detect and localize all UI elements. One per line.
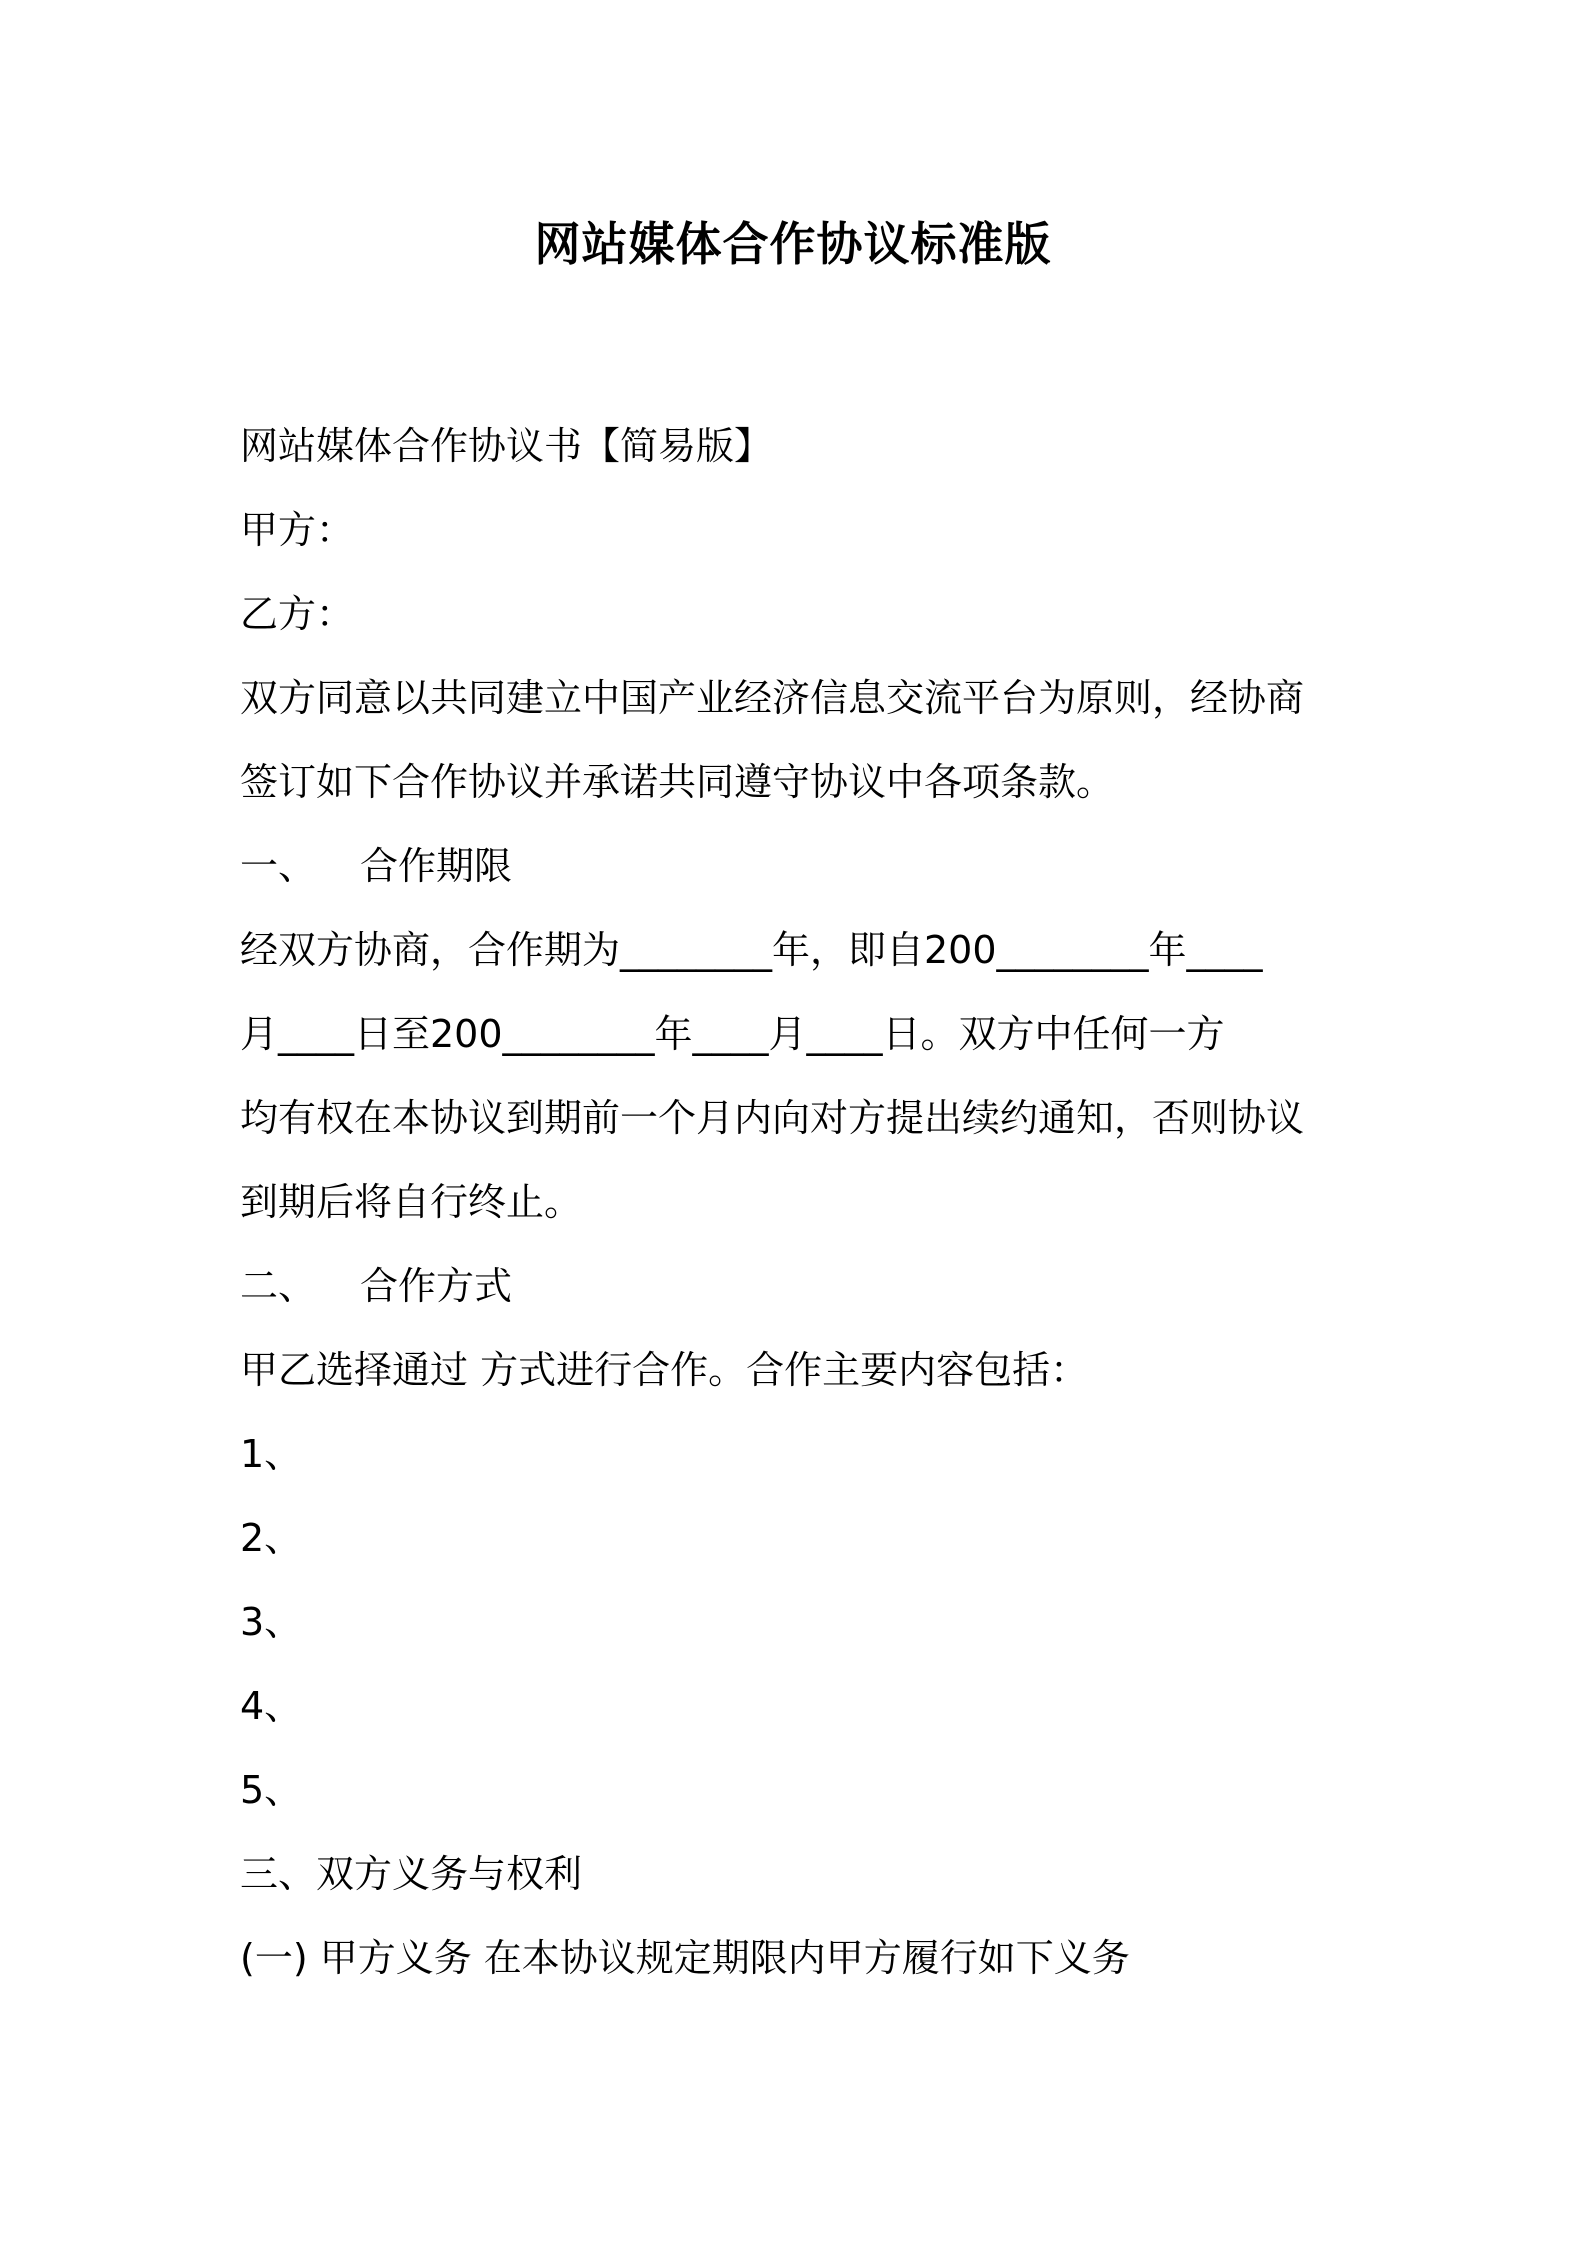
intro-line: 双方同意以共同建立中国产业经济信息交流平台为原则，经协商 (240, 676, 1305, 720)
intro-line: 签订如下合作协议并承诺共同遵守协议中各项条款。 (240, 760, 1115, 804)
subsection-party-a-obligations: (一) 甲方义务 在本协议规定期限内甲方履行如下义务 (240, 1936, 1130, 1980)
agreement-subtitle: 网站媒体合作协议书【简易版】 (240, 424, 773, 468)
list-item: 5、 (240, 1768, 303, 1812)
list-item: 4、 (240, 1684, 303, 1728)
document-title: 网站媒体合作协议标准版 (534, 217, 1052, 271)
section-number: 一、 (240, 844, 317, 888)
section-title: 合作方式 (360, 1264, 513, 1308)
section-heading-method (240, 1244, 1360, 1328)
list-item: 2、 (240, 1516, 303, 1560)
section-number: 二、 (240, 1264, 317, 1308)
section-title: 合作期限 (360, 844, 513, 888)
term-paragraph-line: 经双方协商，合作期为________年，即自200________年____ (240, 928, 1263, 972)
method-paragraph: 甲乙选择通过 方式进行合作。合作主要内容包括： (240, 1348, 1089, 1392)
section-heading-term (240, 824, 1360, 908)
document-body (240, 404, 1360, 2000)
party-a-label: 甲方： (240, 508, 355, 552)
section-heading-obligations: 三、双方义务与权利 (240, 1852, 583, 1896)
term-paragraph-line: 均有权在本协议到期前一个月内向对方提出续约通知，否则协议 (240, 1096, 1305, 1140)
list-item: 3、 (240, 1600, 303, 1644)
term-paragraph-line: 到期后将自行终止。 (240, 1180, 583, 1224)
party-b-label: 乙方： (240, 592, 355, 636)
list-item: 1、 (240, 1432, 303, 1476)
term-paragraph-line: 月____日至200________年____月____日。双方中任何一方 (240, 1012, 1225, 1056)
